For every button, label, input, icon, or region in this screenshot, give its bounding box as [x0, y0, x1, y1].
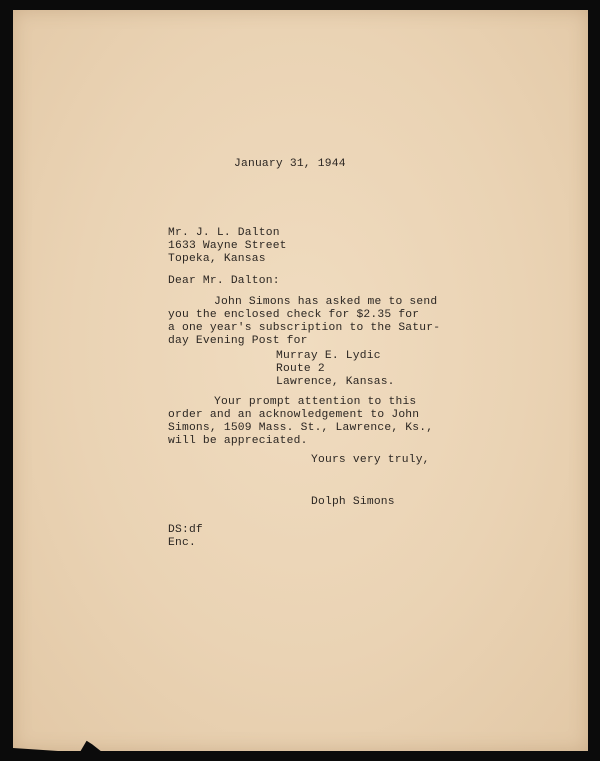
body-line: you the enclosed check for $2.35 for — [168, 309, 420, 321]
reference-initials: DS:df — [168, 524, 203, 536]
recipient-name: Mr. J. L. Dalton — [168, 227, 280, 239]
salutation: Dear Mr. Dalton: — [168, 275, 280, 287]
recipient-street: 1633 Wayne Street — [168, 240, 287, 252]
closing: Yours very truly, — [311, 454, 430, 466]
body-line: Your prompt attention to this — [214, 396, 417, 408]
subscriber-route: Route 2 — [276, 363, 325, 375]
body-line: day Evening Post for — [168, 335, 308, 347]
letter-date: January 31, 1944 — [234, 158, 346, 170]
body-line: Simons, 1509 Mass. St., Lawrence, Ks., — [168, 422, 434, 434]
recipient-city: Topeka, Kansas — [168, 253, 266, 265]
enclosure-note: Enc. — [168, 537, 196, 549]
body-line: order and an acknowledgement to John — [168, 409, 420, 421]
body-line: a one year's subscription to the Satur- — [168, 322, 441, 334]
body-line: John Simons has asked me to send — [214, 296, 438, 308]
subscriber-name: Murray E. Lydic — [276, 350, 381, 362]
body-line: will be appreciated. — [168, 435, 308, 447]
subscriber-city: Lawrence, Kansas. — [276, 376, 395, 388]
signature-name: Dolph Simons — [311, 496, 395, 508]
